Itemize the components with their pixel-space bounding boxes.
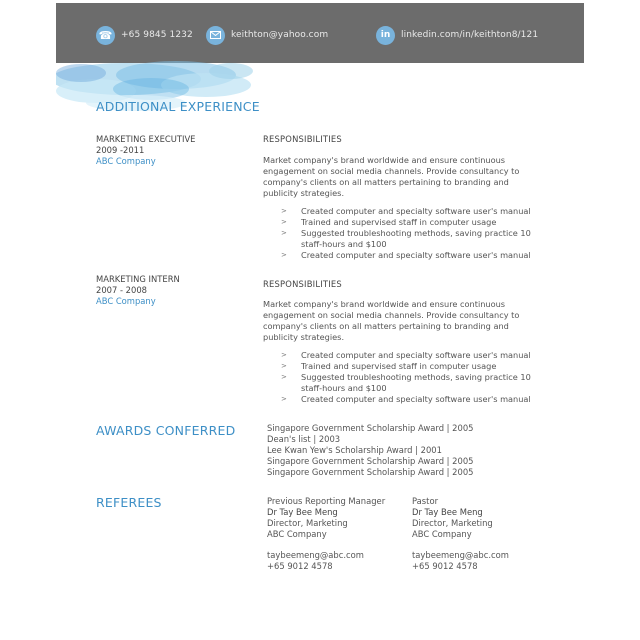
contact-header-bar — [56, 3, 584, 63]
list-item — [281, 228, 531, 239]
bullet-text: Created computer and specialty software user's manual — [301, 206, 531, 216]
referee-company: ABC Company — [267, 528, 327, 539]
referee-label: Previous Reporting Manager — [267, 496, 386, 506]
job-title: MARKETING INTERN — [96, 274, 180, 284]
arrow-icon: > — [281, 362, 287, 370]
email-contact — [206, 25, 328, 45]
phone-icon: ☎ — [96, 26, 115, 45]
award-item: Lee Kwan Yew's Scholarship Award | 2001 — [267, 444, 442, 455]
description-line: company's clients on all matters pertaining to branding and — [263, 177, 509, 187]
arrow-icon: > — [281, 218, 287, 226]
description-line: engagement on social media channels. Provide consultancy to — [263, 310, 520, 320]
award-item: Singapore Government Scholarship Award | 2005 — [267, 455, 474, 466]
referee-card — [267, 496, 385, 571]
referee-email[interactable]: taybeemeng@abc.com — [267, 549, 364, 560]
responsibility-list — [281, 350, 531, 405]
referee-name: Dr Tay Bee Meng — [267, 506, 338, 517]
description-line: Market company's brand worldwide and ensure continuous — [263, 299, 506, 309]
phone-number: +65 9845 1232 — [121, 30, 193, 40]
arrow-icon: > — [281, 251, 287, 259]
phone-contact — [96, 25, 193, 45]
list-item-continued — [281, 383, 531, 394]
list-item — [281, 361, 531, 372]
job-dates: 2007 - 2008 — [96, 285, 147, 295]
job-entry — [96, 134, 195, 167]
list-item — [281, 394, 531, 405]
description-line: company's clients on all matters pertaining to branding and — [263, 321, 509, 331]
award-item: Singapore Government Scholarship Award | 2005 — [267, 466, 474, 477]
linkedin-contact — [376, 25, 538, 45]
arrow-icon: > — [281, 395, 287, 403]
arrow-icon: > — [281, 351, 287, 359]
bullet-text: Trained and supervised staff in computer usage — [301, 361, 497, 371]
responsibility-list — [281, 206, 531, 261]
list-item — [281, 217, 531, 228]
arrow-icon: > — [281, 229, 287, 237]
bullet-text: Suggested troubleshooting methods, saving practice 10 — [301, 372, 531, 382]
award-item: Dean's list | 2003 — [267, 433, 341, 444]
list-item — [281, 250, 531, 261]
referees-heading: REFEREES — [96, 495, 162, 510]
bullet-text: Created computer and specialty software user's manual — [301, 250, 531, 260]
list-item — [281, 372, 531, 383]
award-item: Singapore Government Scholarship Award | 2005 — [267, 423, 474, 433]
email-address[interactable]: keithton@yahoo.com — [231, 30, 329, 40]
job-description — [263, 299, 543, 343]
referee-label: Pastor — [412, 496, 439, 506]
list-item — [281, 206, 531, 217]
bullet-text: Created computer and specialty software user's manual — [301, 350, 531, 360]
referee-company: ABC Company — [412, 528, 472, 539]
job-company: ABC Company — [96, 296, 156, 306]
referee-phone: +65 9012 4578 — [412, 560, 478, 571]
job-entry — [96, 274, 180, 307]
referee-email[interactable]: taybeemeng@abc.com — [412, 549, 509, 560]
bullet-text: Suggested troubleshooting methods, saving practice 10 — [301, 228, 531, 238]
job-dates: 2009 -2011 — [96, 145, 145, 155]
job-description — [263, 155, 543, 199]
arrow-icon: > — [281, 373, 287, 381]
referee-name: Dr Tay Bee Meng — [412, 506, 483, 517]
description-line: publicity strategies. — [263, 188, 345, 198]
awards-heading: AWARDS CONFERRED — [96, 423, 236, 438]
referee-position: Director, Marketing — [412, 517, 493, 528]
bullet-text: Created computer and specialty software user's manual — [301, 394, 531, 404]
list-item — [281, 350, 531, 361]
responsibilities-heading: RESPONSIBILITIES — [263, 279, 342, 289]
referee-position: Director, Marketing — [267, 517, 348, 528]
bullet-text: staff-hours and $100 — [301, 239, 387, 249]
job-company: ABC Company — [96, 156, 156, 166]
arrow-icon: > — [281, 207, 287, 215]
bullet-text: Trained and supervised staff in computer usage — [301, 217, 497, 227]
email-icon — [206, 26, 225, 45]
linkedin-url[interactable]: linkedin.com/in/keithton8/121 — [401, 30, 539, 40]
description-line: publicity strategies. — [263, 332, 345, 342]
description-line: engagement on social media channels. Provide consultancy to — [263, 166, 520, 176]
bullet-text: staff-hours and $100 — [301, 383, 387, 393]
awards-list — [267, 423, 473, 478]
responsibilities-heading: RESPONSIBILITIES — [263, 134, 342, 144]
resume-page — [56, 3, 584, 640]
referee-phone: +65 9012 4578 — [267, 560, 333, 571]
linkedin-icon: in — [376, 26, 395, 45]
list-item-continued — [281, 239, 531, 250]
job-title: MARKETING EXECUTIVE — [96, 134, 196, 144]
referee-card — [412, 496, 509, 571]
description-line: Market company's brand worldwide and ensure continuous — [263, 155, 506, 165]
additional-experience-heading: ADDITIONAL EXPERIENCE — [96, 99, 260, 114]
